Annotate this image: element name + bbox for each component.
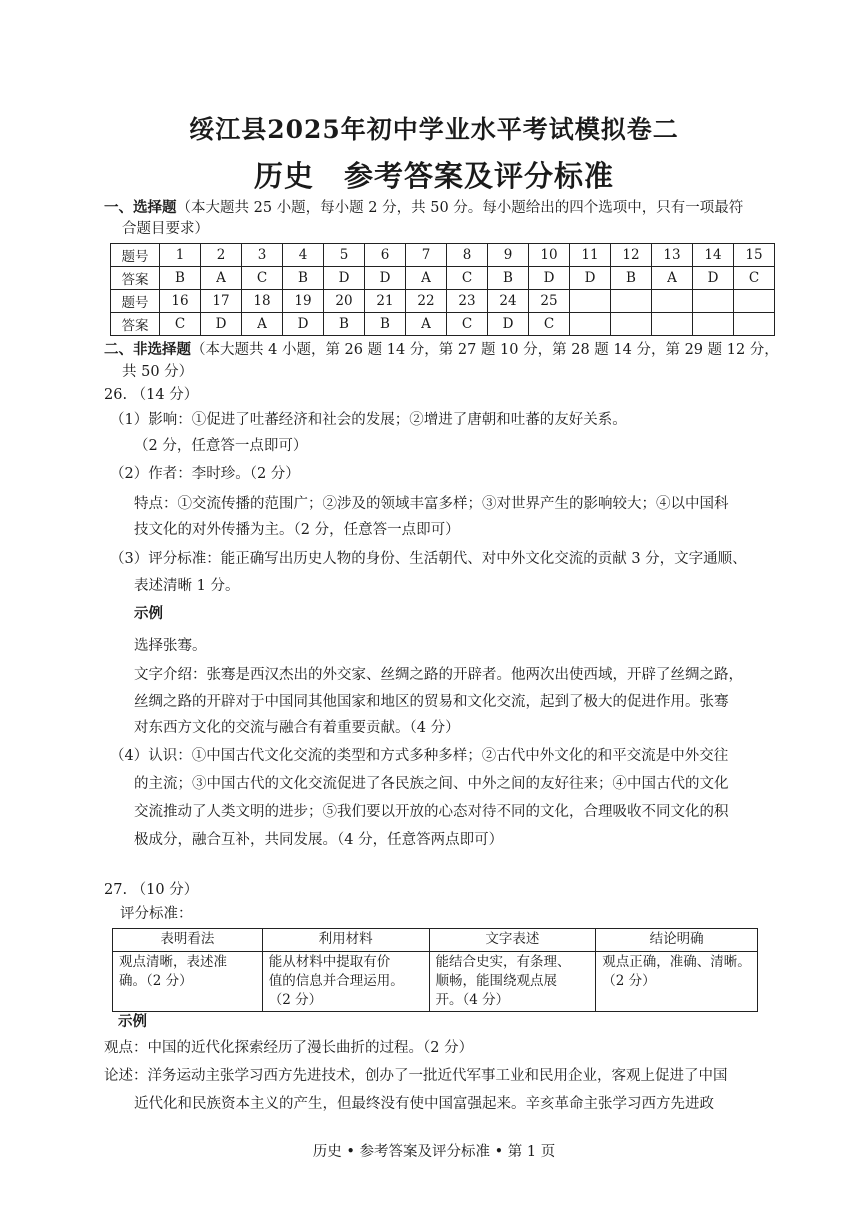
table-cell: D <box>283 313 324 336</box>
exam-title: 绥江县2025年初中学业水平考试模拟卷二 <box>189 115 679 144</box>
table-cell: C <box>529 313 570 336</box>
table-row <box>111 313 775 336</box>
table-cell: 5 <box>324 244 365 267</box>
table-cell: 1 <box>160 244 201 267</box>
table-cell: D <box>529 267 570 290</box>
q27-viewpoint: 观点：中国的近代化探索经历了漫长曲折的过程。（2 分） <box>104 1040 474 1056</box>
table-cell <box>652 313 693 336</box>
table-cell: 14 <box>693 244 734 267</box>
cell-line: （2 分） <box>602 973 656 989</box>
table-cell <box>596 952 758 1012</box>
table-cell: C <box>734 267 775 290</box>
table-cell: B <box>324 313 365 336</box>
q26-part4: （4）认识：①中国古代文化交流的类型和方式多种多样；②古代中外文化的和平交流是中外交往 <box>110 748 729 764</box>
table-header-cell: 利用材料 <box>262 929 429 952</box>
cell-line: 顺畅，能围绕观点展 <box>435 973 557 989</box>
table-cell: 20 <box>324 290 365 313</box>
q26-part2-features-cont: 技文化的对外传播为主。（2 分，任意答一点即可） <box>134 522 460 538</box>
table-cell: D <box>488 313 529 336</box>
q26-header: 26. （14 分） <box>104 387 199 403</box>
q26-example-label: 示例 <box>134 605 163 622</box>
q26-example-text: 文字介绍：张骞是西汉杰出的外交家、丝绸之路的开辟者。他两次出使西域，开辟了丝绸之路， <box>134 667 743 683</box>
cell-line: 值的信息并合理运用。 <box>268 973 404 989</box>
table-cell: D <box>201 313 242 336</box>
q27-header: 27. （10 分） <box>104 882 199 898</box>
table-cell: 24 <box>488 290 529 313</box>
q27-criteria-label: 评分标准： <box>120 906 193 922</box>
q26-part3-cont: 表述清晰 1 分。 <box>134 578 240 594</box>
table-cell: 答案 <box>111 313 160 336</box>
table-cell: 16 <box>160 290 201 313</box>
table-row <box>113 952 758 1012</box>
cell-line: 能从材料中提取有价 <box>268 954 391 970</box>
table-cell: 19 <box>283 290 324 313</box>
table-cell: 题号 <box>111 290 160 313</box>
table-cell <box>734 290 775 313</box>
table-cell: 13 <box>652 244 693 267</box>
table-cell: 9 <box>488 244 529 267</box>
section2-intro <box>104 340 779 360</box>
q27-argument-cont: 近代化和民族资本主义的产生，但最终没有使中国富强起来。辛亥革命主张学习西方先进政 <box>134 1096 714 1112</box>
q26-example-text: 丝绸之路的开辟对于中国同其他国家和地区的贸易和文化交流，起到了极大的促进作用。张骞 <box>134 694 729 710</box>
q26-part2: （2）作者：李时珍。（2 分） <box>110 466 300 482</box>
q26-part4-cont: 交流推动了人类文明的进步；⑤我们要以开放的心态对待不同的文化，合理吸收不同文化的积 <box>134 804 729 820</box>
section2-note: （本大题共 4 小题，第 26 题 14 分，第 27 题 10 分，第 28 题 14 分，第 29 题 12 分， <box>191 342 779 358</box>
table-cell <box>693 290 734 313</box>
table-cell: 12 <box>611 244 652 267</box>
cell-line: 确。（2 分） <box>119 973 193 989</box>
table-cell: 6 <box>365 244 406 267</box>
document-subtitle: 历史 参考答案及评分标准 <box>253 159 614 193</box>
table-cell <box>113 952 263 1012</box>
table-cell: C <box>160 313 201 336</box>
table-cell: 10 <box>529 244 570 267</box>
table-cell: C <box>242 267 283 290</box>
table-cell <box>611 313 652 336</box>
q26-example-text: 对东西方文化的交流与融合有着重要贡献。（4 分） <box>134 720 460 736</box>
q27-rubric-table <box>112 928 758 1012</box>
table-cell: B <box>365 313 406 336</box>
q26-part4-cont: 的主流；③中国古代的文化交流促进了各民族之间、中外之间的友好往来；④中国古代的文化 <box>134 776 729 792</box>
table-cell: 答案 <box>111 267 160 290</box>
table-header-cell: 文字表述 <box>429 929 596 952</box>
q27-example-label: 示例 <box>118 1013 147 1030</box>
cell-line: 开。（4 分） <box>435 992 510 1008</box>
table-cell <box>693 313 734 336</box>
table-cell <box>611 290 652 313</box>
section1-note-cont: 合题目要求） <box>122 221 209 237</box>
table-cell: 7 <box>406 244 447 267</box>
table-cell: A <box>652 267 693 290</box>
table-cell: A <box>406 267 447 290</box>
table-cell: 18 <box>242 290 283 313</box>
table-cell: 3 <box>242 244 283 267</box>
table-cell <box>734 313 775 336</box>
table-cell: D <box>365 267 406 290</box>
table-row <box>111 244 775 267</box>
q27-argument: 论述：洋务运动主张学习西方先进技术，创办了一批近代军事工业和民用企业，客观上促进了中国 <box>104 1068 728 1084</box>
page-footer: 历史 • 参考答案及评分标准 • 第 1 页 <box>312 1144 556 1160</box>
table-row <box>111 290 775 313</box>
table-cell: 23 <box>447 290 488 313</box>
table-row <box>111 267 775 290</box>
section2-note-cont: 共 50 分） <box>122 364 194 380</box>
table-cell: C <box>447 313 488 336</box>
table-cell: D <box>570 267 611 290</box>
section1-note: （本大题共 25 小题，每小题 2 分，共 50 分。每小题给出的四个选项中，只有一项最符 <box>176 200 744 216</box>
table-cell: 8 <box>447 244 488 267</box>
table-cell: 11 <box>570 244 611 267</box>
table-cell <box>570 313 611 336</box>
table-cell: 题号 <box>111 244 160 267</box>
table-cell: 25 <box>529 290 570 313</box>
table-cell: 2 <box>201 244 242 267</box>
table-cell <box>570 290 611 313</box>
table-cell: A <box>201 267 242 290</box>
table-cell: 17 <box>201 290 242 313</box>
table-cell: B <box>611 267 652 290</box>
cell-line: 观点清晰，表述准 <box>119 954 227 970</box>
q26-part3: （3）评分标准：能正确写出历史人物的身份、生活朝代、对中外文化交流的贡献 3 分，文字通顺、 <box>110 551 747 567</box>
q26-example-choice: 选择张骞。 <box>134 638 207 654</box>
q26-part1-note: （2 分，任意答一点即可） <box>134 438 308 454</box>
cell-line: 能结合史实，有条理、 <box>435 954 571 970</box>
section1-intro <box>104 198 743 218</box>
table-cell <box>262 952 429 1012</box>
table-header-cell: 结论明确 <box>596 929 758 952</box>
table-cell: D <box>693 267 734 290</box>
table-cell: B <box>160 267 201 290</box>
table-cell: D <box>324 267 365 290</box>
table-cell: A <box>242 313 283 336</box>
cell-line: 观点正确，准确、清晰。 <box>602 954 751 970</box>
table-row <box>113 929 758 952</box>
q26-part2-features: 特点：①交流传播的范围广；②涉及的领域丰富多样；③对世界产生的影响较大；④以中国科 <box>134 496 729 512</box>
table-cell <box>429 952 596 1012</box>
section1-heading: 一、选择题 <box>104 199 177 216</box>
table-cell: C <box>447 267 488 290</box>
table-cell: 21 <box>365 290 406 313</box>
q26-part4-cont: 极成分，融合互补，共同发展。（4 分，任意答两点即可） <box>134 832 504 848</box>
table-cell: B <box>283 267 324 290</box>
choice-answer-table <box>110 243 775 336</box>
table-cell: A <box>406 313 447 336</box>
table-cell: 15 <box>734 244 775 267</box>
section2-heading: 二、非选择题 <box>104 341 191 358</box>
table-header-cell: 表明看法 <box>113 929 263 952</box>
table-cell: 4 <box>283 244 324 267</box>
table-cell <box>652 290 693 313</box>
q26-part1: （1）影响：①促进了吐蕃经济和社会的发展；②增进了唐朝和吐蕃的友好关系。 <box>110 412 627 428</box>
table-cell: B <box>488 267 529 290</box>
table-cell: 22 <box>406 290 447 313</box>
cell-line: （2 分） <box>268 992 323 1008</box>
